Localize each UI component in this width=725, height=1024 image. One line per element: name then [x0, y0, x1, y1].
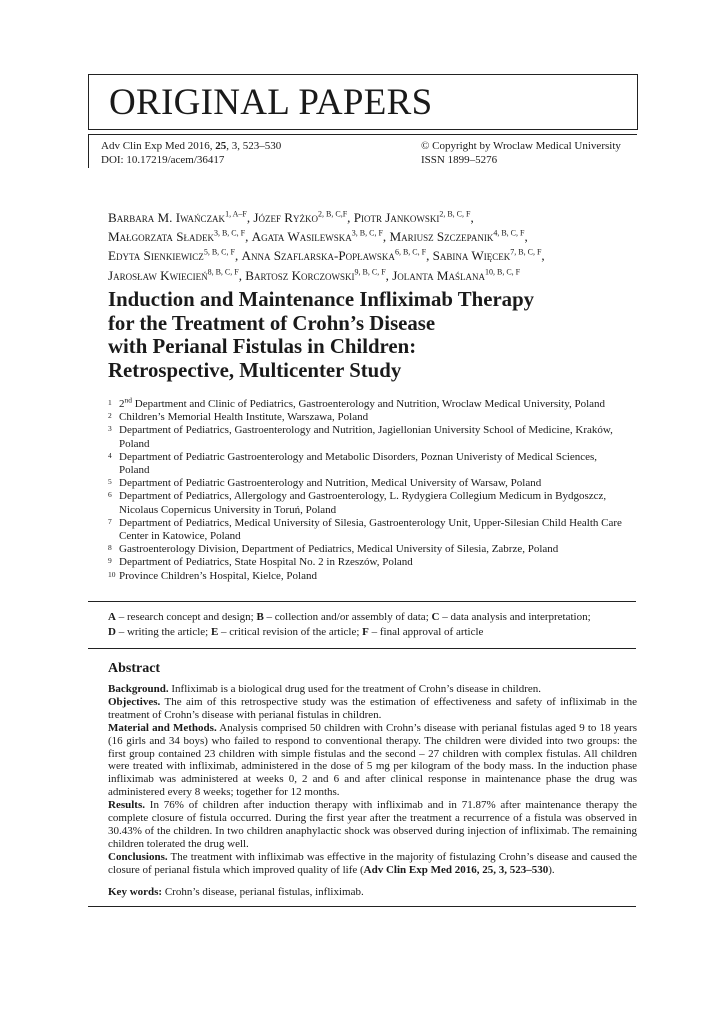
- journal-citation-block: [101, 140, 281, 167]
- journal-meta-box: [88, 134, 637, 168]
- affiliation: 2 Children’s Memorial Health Institute, Warszawa, Poland: [108, 411, 369, 424]
- affiliation: 1 2nd Department and Clinic of Pediatrics, Gastroenterology and Nutrition, Wroclaw Medical University, Poland: [108, 395, 606, 410]
- author: Piotr Jankowski$^{2, B, C, F}$: [353, 209, 471, 225]
- affiliation: 9 Department of Pediatrics, State Hospital No. 2 in Rzeszów, Poland: [108, 556, 413, 569]
- abstract-methods: Material and Methods. Analysis comprised 50 children with Crohn’s disease with perianal fistulas aged 9 to 18 years (16 girls and 34 boys) who failed to respond to conventional therapy. The children were divided into two groups: the first group contained 23 children with simple fistulas and the second – 27 children with complex fistulas. All children were treated with infliximab, administered in the dose of 5 mg per kilogram of the body mass. In the induction phase infliximab was administered at weeks 0, 2 and 6 and after clinical response in maintenance phase the drug was administered every 8 weeks; together for 12 months.: [108, 721, 637, 799]
- author: Sabina Więcek$^{7, B, C, F}$: [432, 248, 542, 264]
- journal-rights-block: [421, 140, 621, 167]
- divider: [88, 648, 636, 649]
- title-line: Retrospective, Multicenter Study: [108, 358, 402, 382]
- affiliation: 8 Gastroenterology Division, Department of Pediatrics, Medical University of Silesia, Zabrze, Poland: [108, 543, 559, 556]
- section-header-box: [88, 74, 638, 130]
- author: Bartosz Korczowski$^{9, B, C, F}$: [245, 267, 386, 283]
- author: Jarosław Kwiecień$^{8, B, C, F}$: [108, 267, 239, 283]
- author: Edyta Sienkiewicz$^{5, B, C, F}$: [108, 248, 235, 264]
- title-line: Induction and Maintenance Infliximab Therapy: [108, 288, 535, 311]
- section-title: ORIGINAL PAPERS: [109, 82, 433, 123]
- affiliation-list: [108, 395, 628, 583]
- journal-volume: 25: [215, 140, 227, 152]
- author: Barbara M. Iwańczak$^{1, A-F}$: [108, 209, 247, 225]
- author: Małgorzata Sładek$^{3, B, C, F}$: [108, 228, 246, 245]
- affiliation: 5 Department of Pediatric Gastroenterology and Nutrition, Medical University of Warsaw, Poland: [108, 477, 542, 490]
- article-title: [108, 288, 648, 382]
- contribution-legend: A – research concept and design; B – collection and/or assembly of data; C – data analysis and interpretation; D – writing the article; E – critical revision of the article; F – final approval of article: [108, 611, 591, 638]
- journal-issue-pages: , 3, 523–530: [226, 140, 282, 152]
- divider: [88, 906, 636, 907]
- affiliation: 6 Department of Pediatrics, Allergology and Gastroenterology, L. Rydygiera Collegium Medicum in Bydgoszcz, Nicolaus Copernicus University in Toruń, Poland: [108, 490, 607, 516]
- journal-name-year: Adv Clin Exp Med 2016,: [101, 140, 216, 152]
- affiliation: 7 Department of Pediatrics, Medical University of Silesia, Gastroenterology Unit, Upper-Silesian Child Health Care Center in Katowice, Poland: [108, 516, 622, 543]
- abstract-body: [108, 683, 637, 877]
- keywords: Key words: Crohn’s disease, perianal fistulas, infliximab.: [108, 886, 364, 898]
- author-list: Barbara M. Iwańczak$^{1, A-F}$, Józef Ryżko$^{2, B, C,F}$, Piotr Jankowski$^{2, B, C, F}$, Małgorzata Sładek$^{3, B, C, F}$, Agata Wasilewska$^{3, B, C, F}$, Mariusz Szczepanik$^{4, B, C, F}$, Edyta Sienkiewicz$^{5, B, C, F}$, Anna Szaflarska-Popławska$^{6, B, C, F}$, Sabina Więcek$^{7, B, C, F}$, Jarosław Kwiecień$^{8, B, C, F}$, Bartosz Korczowski$^{9, B, C, F}$, Jolanta Maślana$^{10, B, C, F}$: [108, 209, 545, 283]
- affiliation: 4 Department of Pediatric Gastroenterology and Metabolic Disorders, Poznan Univeristy of Medical Sciences, Poland: [108, 450, 598, 477]
- journal-citation: [101, 140, 281, 154]
- abstract-heading: Abstract: [108, 661, 161, 676]
- title-line: for the Treatment of Crohn’s Disease: [108, 311, 436, 335]
- copyright: © Copyright by Wroclaw Medical University: [421, 140, 621, 152]
- title-line: with Perianal Fistulas in Children:: [108, 335, 417, 359]
- author: Mariusz Szczepanik$^{4, B, C, F}$: [389, 228, 525, 245]
- divider: [88, 601, 636, 602]
- author: Anna Szaflarska-Popławska$^{6, B, C, F}$: [241, 248, 427, 264]
- abstract-background: Background. Infliximab is a biological drug used for the treatment of Crohn’s disease in children.: [108, 683, 542, 695]
- author: Agata Wasilewska$^{3, B, C, F}$: [251, 228, 383, 245]
- author: Józef Ryżko$^{2, B, C,F}$: [253, 209, 348, 225]
- abstract-conclusions: Conclusions. The treatment with infliximab was effective in the majority of fistulazing Crohn’s disease and caused the closure of perianal fistula which improved quality of life (Adv Clin Exp Med 2016, 25, 3, 523–530).: [108, 850, 637, 876]
- affiliation: 10 Province Children’s Hospital, Kielce, Poland: [108, 569, 317, 582]
- issn: ISSN 1899–5276: [421, 153, 498, 166]
- abstract-objectives: Objectives. The aim of this retrospective study was the estimation of effectiveness and safety of infliximab in the treatment of Crohn’s disease with perianal fistulas in children.: [108, 695, 637, 721]
- doi: DOI: 10.17219/acem/36417: [101, 153, 225, 166]
- author: Jolanta Maślana$^{10, B, C, F}$: [392, 267, 521, 283]
- abstract-results: Results. In 76% of children after induction therapy with infliximab and in 71.87% after maintenance therapy the complete closure of fistula occurred. During the first year after the treatment a recurrence of a fistula was observed in 30.43% of the children. In two children anaphylactic shock was observed during injection of infliximab. The remaining children tolerated the drug well.: [108, 799, 637, 850]
- affiliation: 3 Department of Pediatrics, Gastroenterology and Nutrition, Jagiellonian University School of Medicine, Kraków, Poland: [108, 424, 613, 450]
